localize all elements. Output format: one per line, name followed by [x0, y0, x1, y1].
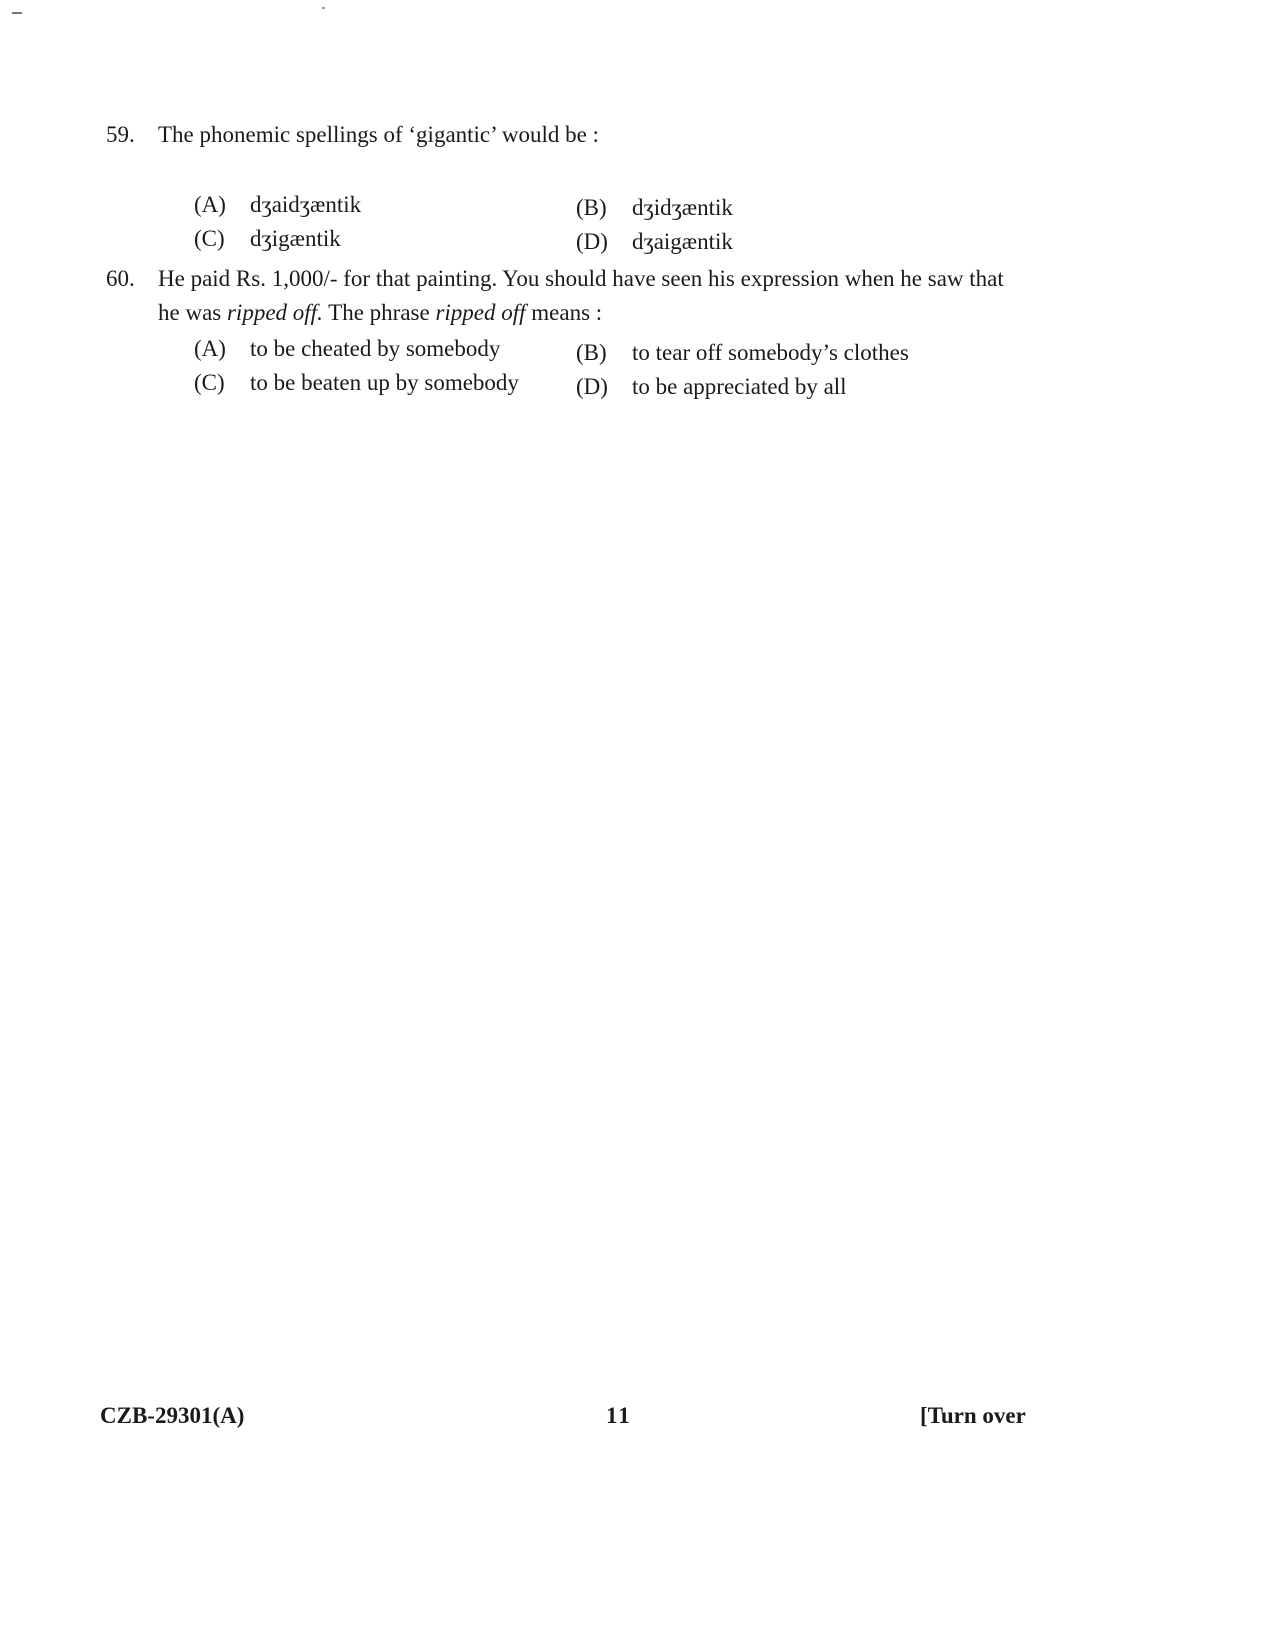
option-text: to tear off somebody’s clothes — [632, 340, 909, 365]
question-number: 59. — [106, 122, 135, 147]
question-text-part: The phrase — [322, 300, 436, 325]
option-label: (B) — [576, 195, 607, 220]
option-d — [576, 225, 733, 259]
option-text: dʒidʒæntik — [632, 195, 733, 220]
option-b — [576, 191, 733, 225]
option-label: (A) — [194, 336, 226, 361]
option-text: to be appreciated by all — [632, 374, 847, 399]
turn-over-note: [Turn over — [920, 1403, 1026, 1428]
option-label: (B) — [576, 340, 607, 365]
emphasized-phrase: ripped off — [435, 300, 526, 325]
option-text: dʒaigæntik — [632, 229, 733, 254]
option-text: dʒigæntik — [250, 226, 341, 251]
option-text: dʒaidʒæntik — [250, 192, 362, 217]
scan-mark — [12, 12, 22, 14]
option-text: to be cheated by somebody — [250, 336, 501, 361]
option-label: (C) — [194, 370, 225, 395]
option-label: (D) — [576, 229, 608, 254]
option-label: (C) — [194, 226, 225, 251]
question-number: 60. — [106, 266, 135, 291]
option-b — [576, 336, 909, 370]
question-text: The phonemic spellings of ‘gigantic’ would be : — [158, 122, 599, 147]
question-text — [158, 262, 1006, 330]
question-60 — [106, 262, 1006, 399]
question-text-part: means : — [525, 300, 603, 325]
option-label: (D) — [576, 374, 608, 399]
option-text: to be beaten up by somebody — [250, 370, 519, 395]
question-59 — [106, 118, 1006, 254]
question-59-stem — [106, 118, 1006, 152]
option-c — [194, 366, 519, 400]
page-number: 11 — [606, 1403, 632, 1428]
question-60-stem — [106, 262, 1006, 330]
emphasized-phrase: ripped off. — [226, 300, 323, 325]
option-d — [576, 370, 847, 404]
option-label: (A) — [194, 192, 226, 217]
option-c — [194, 222, 341, 256]
option-a — [194, 332, 500, 366]
option-a — [194, 188, 361, 222]
question-text-part: He paid Rs. 1,000/- for that painting. You should have seen his expression when he saw that he was — [158, 266, 1004, 325]
scan-mark — [322, 7, 325, 9]
booklet-code: CZB-29301(A) — [100, 1403, 245, 1428]
